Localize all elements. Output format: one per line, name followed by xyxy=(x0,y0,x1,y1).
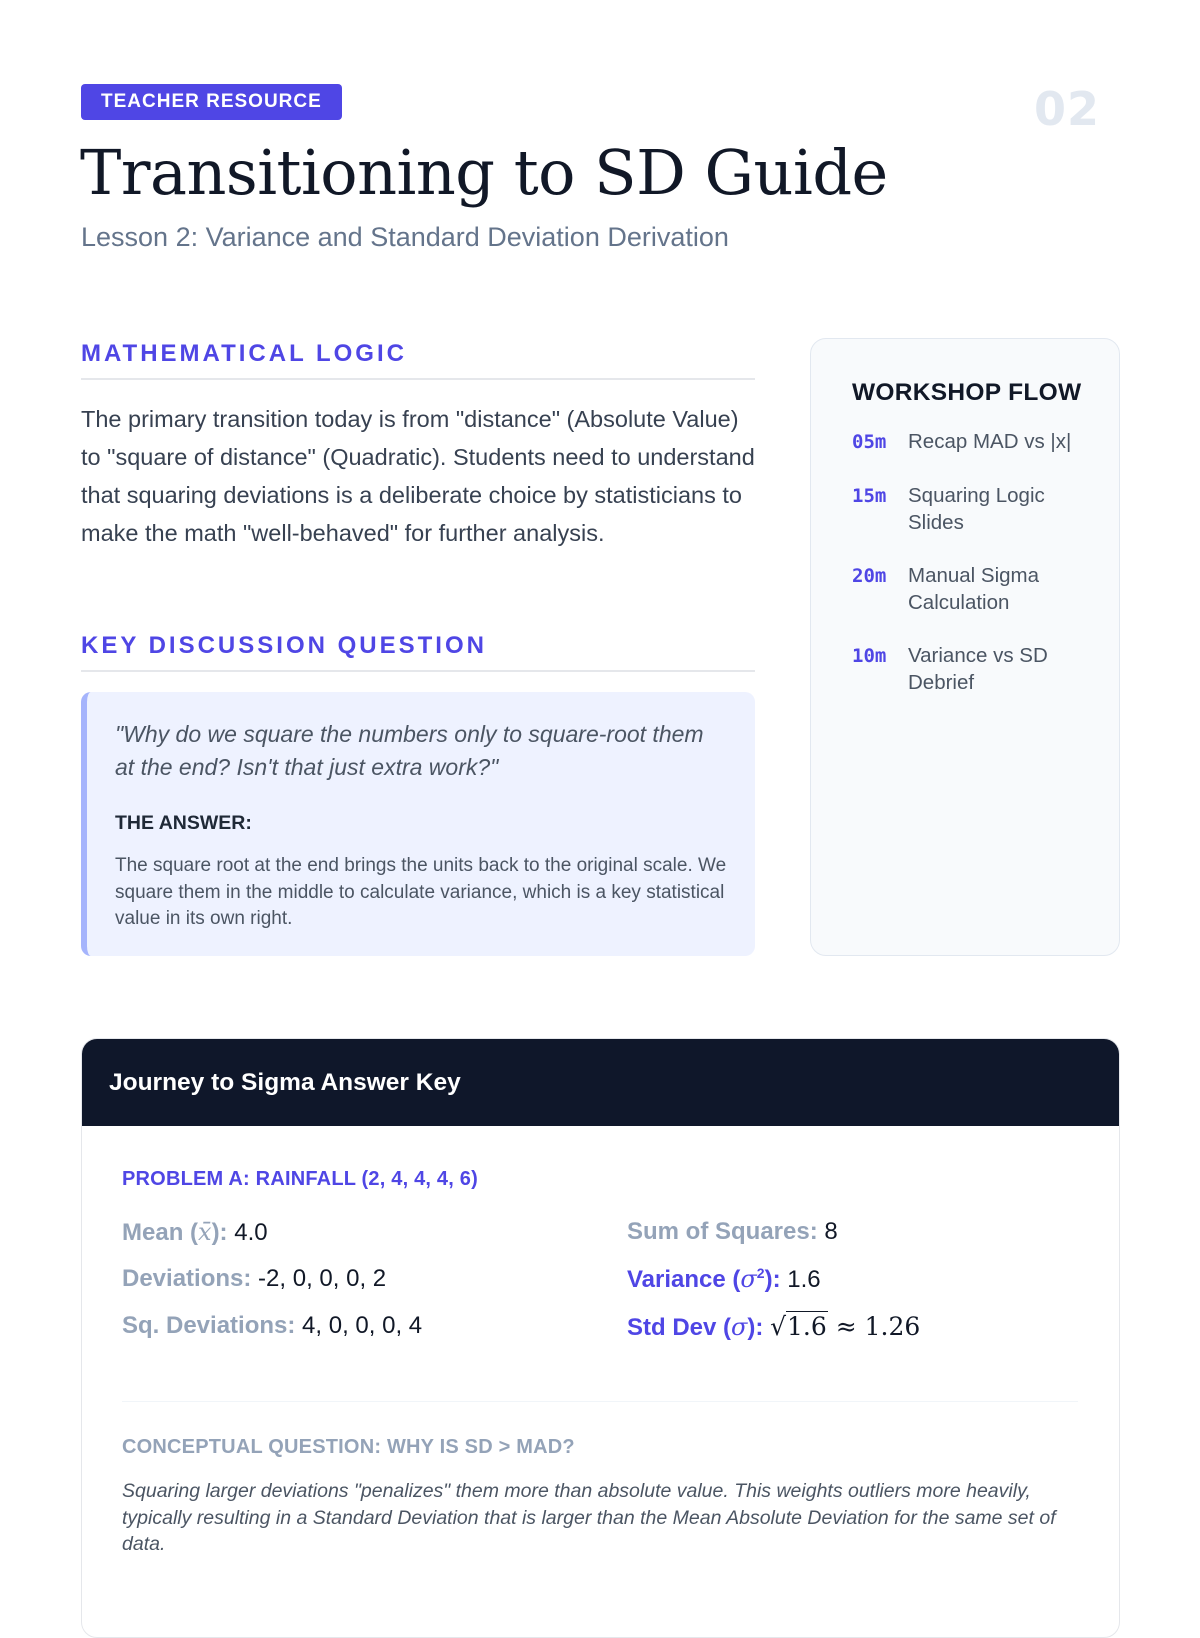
deviations-label: Deviations: xyxy=(122,1265,252,1292)
mean-value: 4.0 xyxy=(234,1219,268,1246)
workshop-flow-card xyxy=(810,338,1120,956)
std-dev-stat xyxy=(627,1312,920,1342)
flow-label: Squaring Logic Slides xyxy=(908,484,1045,534)
sq-deviations-stat xyxy=(122,1312,422,1340)
deviations-value: -2, 0, 0, 0, 2 xyxy=(258,1265,387,1292)
conceptual-question-text: Squaring larger deviations "penalizes" them more than absolute value. This weights outliers more heavily, typically resulting in a Standard Deviation that is larger than the Mean Absolute Deviation for the same set of data. xyxy=(122,1480,1056,1555)
flow-time: 20m xyxy=(852,565,887,587)
sum-of-squares-stat xyxy=(627,1218,838,1246)
workshop-flow-title: WORKSHOP FLOW xyxy=(852,379,1082,406)
flow-label: Recap MAD vs |x| xyxy=(908,430,1072,453)
answer-text: The square root at the end brings the units back to the original scale. We square them in the middle to calculate variance, which is a key statistical value in its own right. xyxy=(115,855,727,929)
answer-key-card xyxy=(81,1038,1120,1638)
page-title: Transitioning to SD Guide xyxy=(80,136,888,209)
sum-of-squares-value: 8 xyxy=(824,1218,838,1245)
page-subtitle: Lesson 2: Variance and Standard Deviation Derivation xyxy=(81,222,729,252)
problem-title: PROBLEM A: RAINFALL (2, 4, 4, 4, 6) xyxy=(122,1168,478,1190)
workshop-flow-item xyxy=(852,429,1099,456)
answer-key-header xyxy=(82,1039,1119,1126)
flow-time: 05m xyxy=(852,431,887,453)
mean-label: Mean (x̄): xyxy=(122,1218,228,1246)
workshop-flow-item xyxy=(852,643,1099,696)
answer-key-divider xyxy=(122,1401,1078,1402)
key-discussion-heading: KEY DISCUSSION QUESTION xyxy=(81,632,755,672)
discussion-question: "Why do we square the numbers only to square-root them at the end? Isn't that just extra work?" xyxy=(115,721,704,780)
answer-key-title: Journey to Sigma Answer Key xyxy=(109,1068,461,1096)
answer-label: THE ANSWER: xyxy=(115,812,252,834)
flow-time: 10m xyxy=(852,645,887,667)
workshop-flow-item xyxy=(852,563,1099,616)
discussion-question-box xyxy=(81,692,755,956)
mean-stat xyxy=(122,1218,268,1247)
mathematical-logic-text: The primary transition today is from "distance" (Absolute Value) to "square of distance" (Quadratic). Students need to understand that squaring deviations is a deliberate choice by statisticians to make the math "well-behaved" for further analysis. xyxy=(81,406,755,546)
sq-deviations-label: Sq. Deviations: xyxy=(122,1312,296,1339)
flow-time: 15m xyxy=(852,485,887,507)
deviations-stat xyxy=(122,1265,386,1293)
sum-of-squares-label: Sum of Squares: xyxy=(627,1218,818,1245)
std-dev-value: √1.6 ≈ 1.26 xyxy=(770,1312,921,1341)
teacher-resource-badge: TEACHER RESOURCE xyxy=(81,84,342,120)
variance-value: 1.6 xyxy=(787,1266,821,1293)
conceptual-question-title: CONCEPTUAL QUESTION: WHY IS SD > MAD? xyxy=(122,1436,575,1458)
sq-deviations-value: 4, 0, 0, 0, 4 xyxy=(302,1312,423,1339)
flow-label: Variance vs SD Debrief xyxy=(908,644,1048,694)
variance-label: Variance $(\sigma^2)$: xyxy=(627,1265,781,1293)
mathematical-logic-heading: MATHEMATICAL LOGIC xyxy=(81,340,755,380)
std-dev-label: Std Dev (σ): xyxy=(627,1313,764,1341)
page-number: 02 xyxy=(1033,82,1100,136)
workshop-flow-item xyxy=(852,483,1099,536)
variance-stat xyxy=(627,1265,821,1294)
flow-label: Manual Sigma Calculation xyxy=(908,564,1040,614)
